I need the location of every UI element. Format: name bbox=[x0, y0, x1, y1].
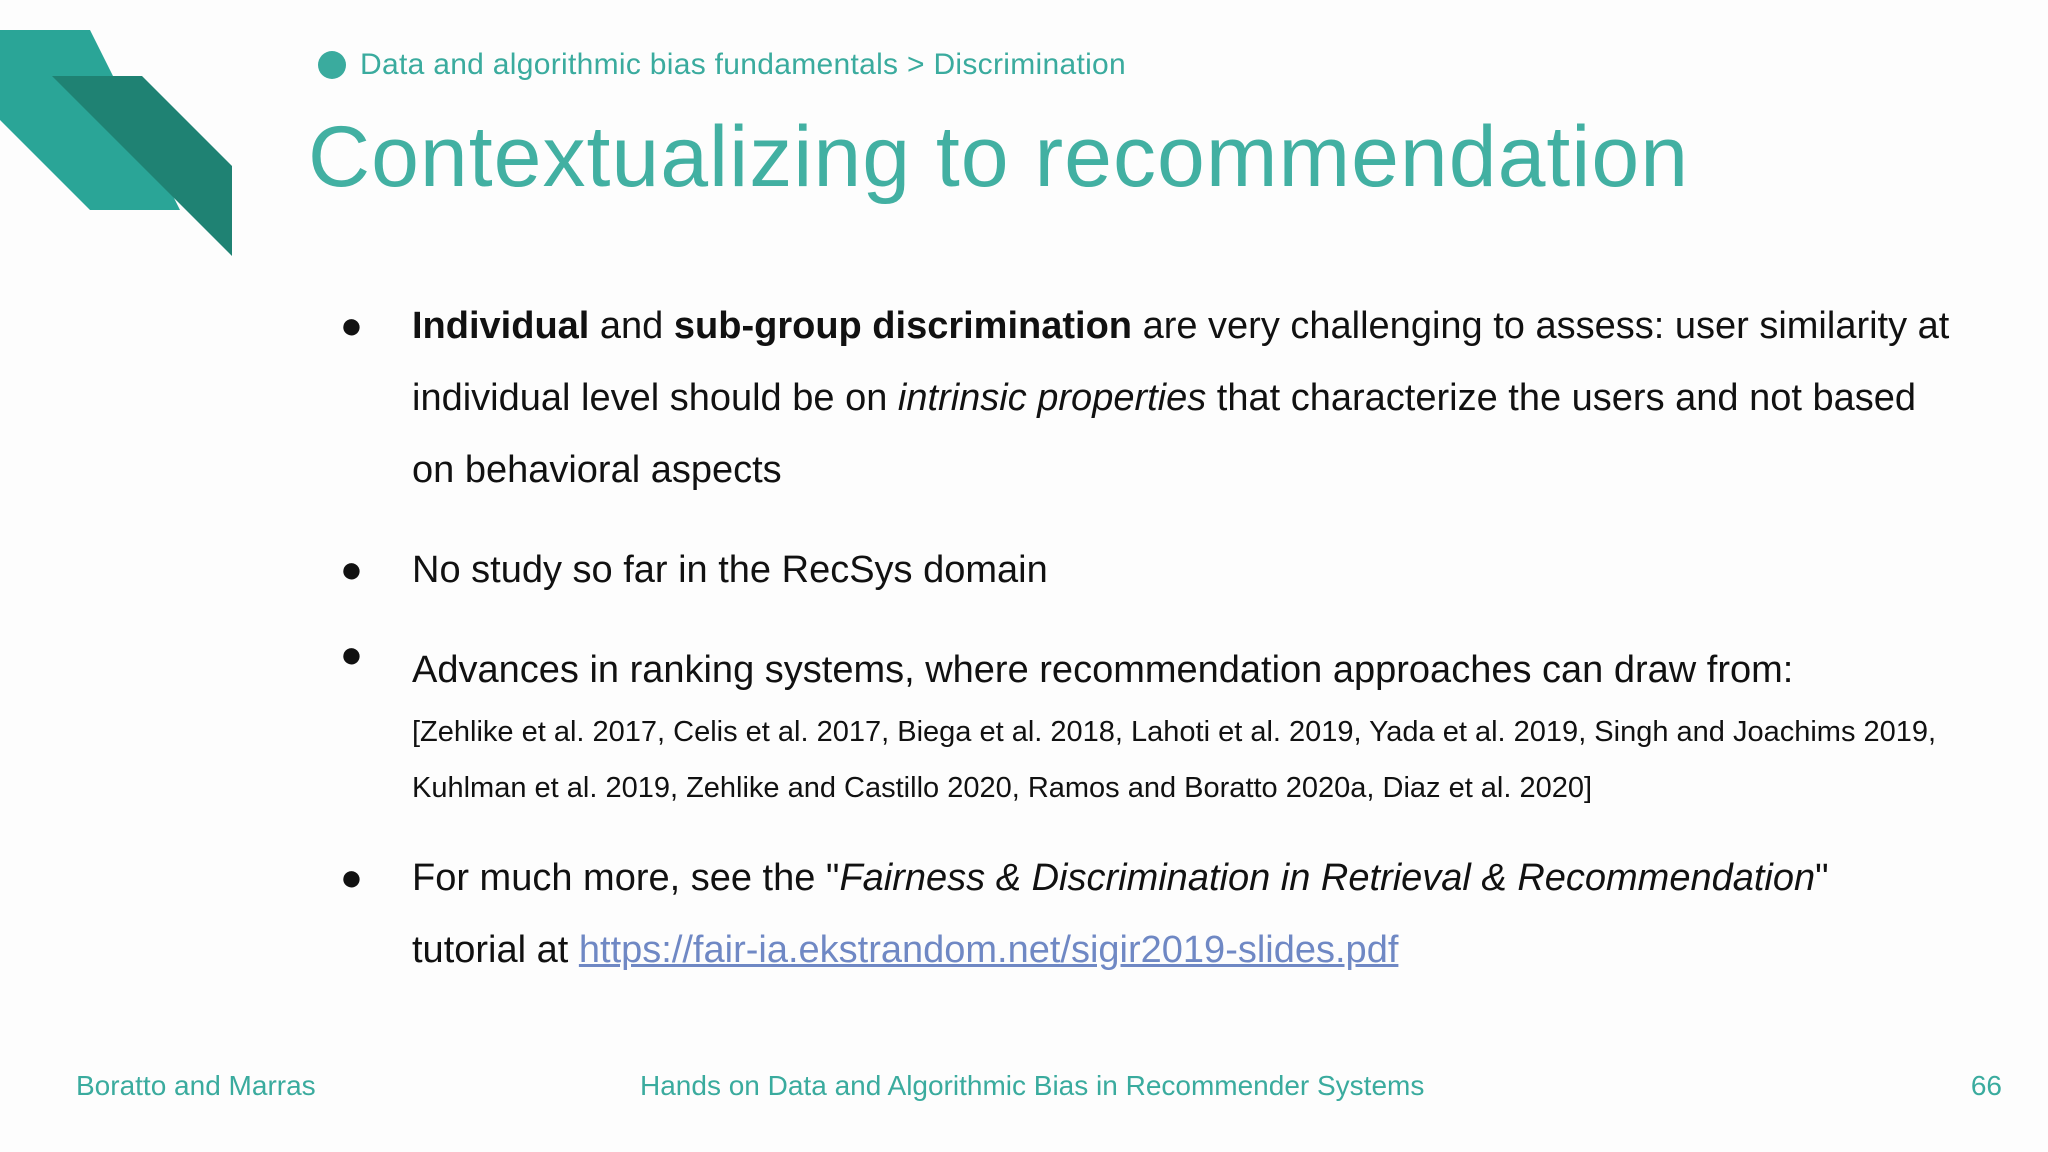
bullet-item-tutorial bbox=[330, 842, 1950, 986]
breadcrumb bbox=[318, 48, 1126, 82]
corner-decoration bbox=[0, 0, 240, 260]
bullet-item-no-study bbox=[330, 534, 1950, 606]
bullet-text: No study so far in the RecSys domain bbox=[412, 549, 1048, 591]
text-span: that characterize the users and not based on behavioral aspects bbox=[412, 377, 1917, 491]
bullet-marker: ● bbox=[340, 857, 363, 899]
page-number: 66 bbox=[1970, 1070, 2002, 1101]
italic-text: Fairness & Discrimination in Retrieval & Recommendation bbox=[839, 857, 1816, 899]
footer-authors: Boratto and Marras bbox=[76, 1070, 316, 1101]
text-span: are very challenging to assess: user similarity at individual level should be on bbox=[412, 305, 1950, 419]
bullet-marker: ● bbox=[340, 634, 363, 676]
text-span: " tutorial at bbox=[412, 857, 1829, 971]
italic-text: intrinsic properties bbox=[897, 377, 1207, 419]
bullet-list bbox=[330, 290, 1950, 986]
bold-text: sub-group discrimination bbox=[673, 305, 1133, 347]
references-text: [Zehlike et al. 2017, Celis et al. 2017, Biega et al. 2018, Lahoti et al. 2019, Yada et al. 2019, Singh and Joachims 2019, Kuhlman et al. 2019, Zehlike and Castillo 2020, Ramos and Boratto 2020a, Diaz et al. 2020] bbox=[412, 716, 1937, 804]
footer-talk-title: Hands on Data and Algorithmic Bias in Recommender Systems bbox=[640, 1070, 1425, 1101]
bullet-item-discrimination bbox=[330, 290, 1950, 506]
text-span: and bbox=[589, 305, 674, 347]
bullet-text: Advances in ranking systems, where recommendation approaches can draw from: bbox=[412, 649, 1794, 691]
tutorial-link[interactable]: https://fair-ia.ekstrandom.net/sigir2019-slides.pdf bbox=[578, 929, 1399, 971]
bold-text: Individual bbox=[412, 305, 590, 347]
teal-dot-icon bbox=[318, 51, 346, 79]
bullet-item-ranking-advances bbox=[330, 634, 1950, 816]
breadcrumb-text: Data and algorithmic bias fundamentals > Discrimination bbox=[360, 48, 1127, 81]
bullet-marker: ● bbox=[340, 549, 363, 591]
slide-title: Contextualizing to recommendation bbox=[308, 109, 1690, 205]
bullet-marker: ● bbox=[340, 305, 363, 347]
text-span: For much more, see the " bbox=[412, 857, 840, 899]
